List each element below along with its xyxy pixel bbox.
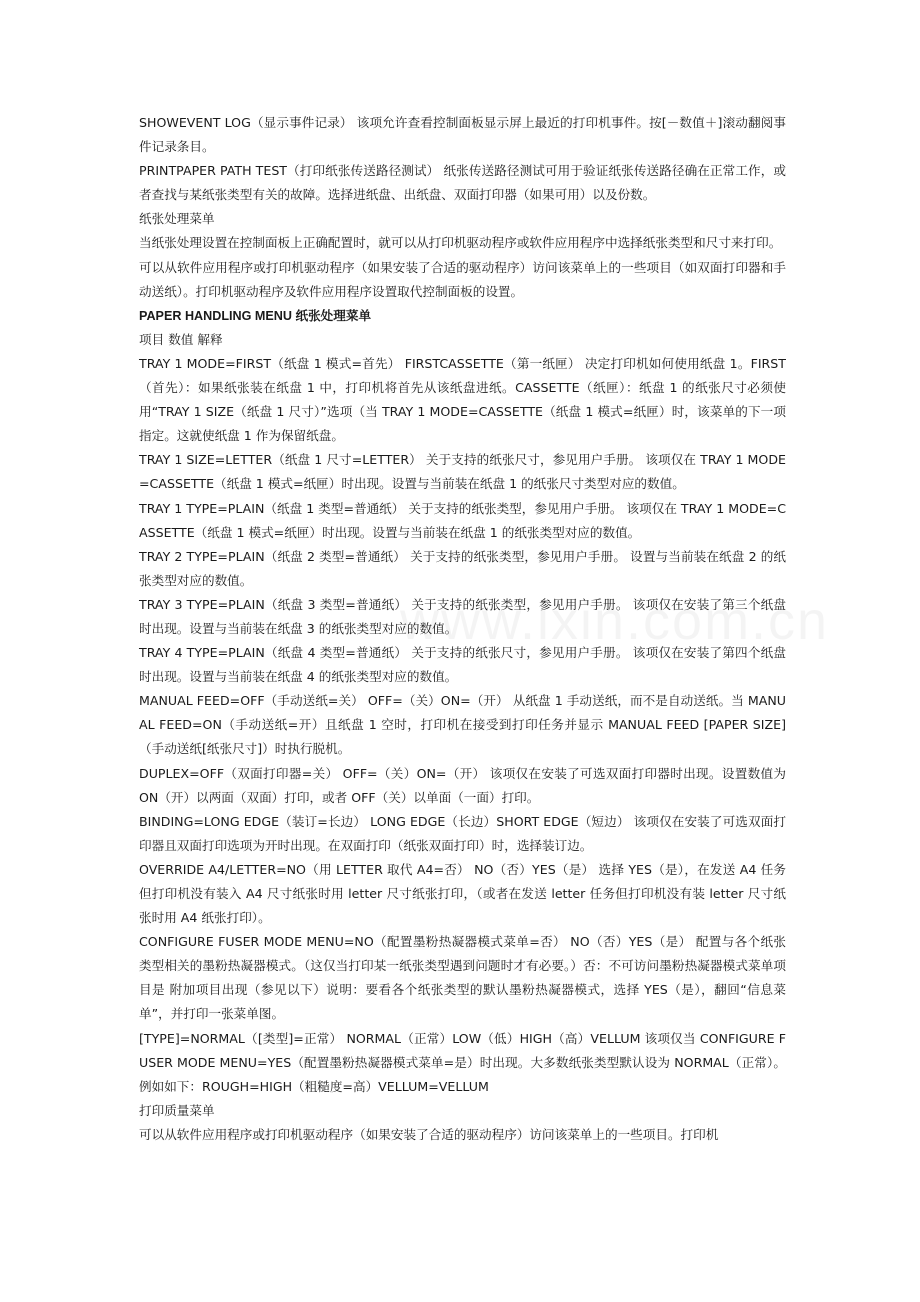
section-title-paper-handling: 纸张处理菜单	[139, 211, 215, 227]
paragraph-print-quality-access: 可以从软件应用程序或打印机驱动程序（如果安装了合适的驱动程序）访问该菜单上的一些项目。打印机	[139, 1126, 719, 1142]
table-header-line: 项目 数值 解释	[139, 331, 223, 347]
item-configure-fuser-mode: CONFIGURE FUSER MODE MENU=NO（配置墨粉热凝器模式菜单=否） NO（否）YES（是） 配置与各个纸张类型相关的墨粉热凝器模式。（这仅当打印某一纸张类型遇到问题时才有必要。）否：不可访问墨粉热凝器模式菜单项目是 附加项目出现（参见以下）说明：要看各个纸张类型的默认墨粉热凝器模式，选择 YES（是），翻回“信息菜单”，并打印一张菜单图。	[139, 934, 786, 1022]
item-duplex: DUPLEX=OFF（双面打印器=关） OFF=（关）ON=（开） 该项仅在安装了可选双面打印器时出现。设置数值为 ON（开）以两面（双面）打印，或者 OFF（关）以单面（一面）打印。	[139, 765, 786, 805]
paragraph-print-paper-path-test: PRINTPAPER PATH TEST（打印纸张传送路径测试） 纸张传送路径测试可用于验证纸张传送路径确在正常工作，或者查找与某纸张类型有关的故障。选择进纸盘、出纸盘、双面打印器（如果可用）以及份数。	[139, 163, 786, 203]
item-override-a4-letter: OVERRIDE A4/LETTER=NO（用 LETTER 取代 A4=否） NO（否）YES（是） 选择 YES（是），在发送 A4 任务但打印机没有装入 A4 尺寸纸张时用 letter 尺寸纸张打印，（或者在发送 letter 任务但打印机没有装 letter 尺寸纸张时用 A4 纸张打印）。	[139, 861, 786, 926]
item-tray1-mode: TRAY 1 MODE=FIRST（纸盘 1 模式=首先） FIRSTCASSETTE（第一纸匣） 决定打印机如何使用纸盘 1。FIRST（首先）：如果纸张装在纸盘 1 中，打印机将首先从该纸盘进纸。CASSETTE（纸匣）：纸盘 1 的纸张尺寸必须使用“TRAY 1 SIZE（纸盘 1 尺寸）”选项（当 TRAY 1 MODE=CASSETTE（纸盘 1 模式=纸匣）时，该菜单的下一项指定。这就使纸盘 1 作为保留纸盘。	[139, 355, 786, 444]
item-manual-feed: MANUAL FEED=OFF（手动送纸=关） OFF=（关）ON=（开） 从纸盘 1 手动送纸，而不是自动送纸。当 MANUAL FEED=ON（手动送纸=开）且纸盘 1 空时，打印机在接受到打印任务并显示 MANUAL FEED [PAPER SIZE]（手动送纸[纸张尺寸]）时执行脱机。	[139, 693, 786, 757]
item-tray4-type: TRAY 4 TYPE=PLAIN（纸盘 4 类型=普通纸） 关于支持的纸张尺寸，参见用户手册。 该项仅在安装了第四个纸盘时出现。设置与当前装在纸盘 4 的纸张类型对应的数值。	[139, 645, 786, 685]
paragraph-paper-handling-intro: 当纸张处理设置在控制面板上正确配置时，就可以从打印机驱动程序或软件应用程序中选择纸张类型和尺寸来打印。	[139, 235, 782, 251]
item-binding: BINDING=LONG EDGE（装订=长边） LONG EDGE（长边）SHORT EDGE（短边） 该项仅在安装了可选双面打印器且双面打印选项为开时出现。在双面打印（纸张双面打印）时，选择装订边。	[139, 813, 786, 853]
paragraph-showevent-log: SHOWEVENT LOG（显示事件记录） 该项允许查看控制面板显示屏上最近的打印机事件。按[－数值＋]滚动翻阅事件记录条目。	[139, 115, 786, 155]
paragraph-paper-handling-access: 可以从软件应用程序或打印机驱动程序（如果安装了合适的驱动程序）访问该菜单上的一些项目（如双面打印器和手动送纸）。打印机驱动程序及软件应用程序设置取代控制面板的设置。	[139, 259, 786, 299]
item-type-normal: [TYPE]=NORMAL（[类型]=正常） NORMAL（正常）LOW（低）HIGH（高）VELLUM 该项仅当 CONFIGURE FUSER MODE MENU=YES（配置墨粉热凝器模式菜单=是）时出现。大多数纸张类型默认设为 NORMAL（正常）。例如如下：ROUGH=HIGH（粗糙度=高）VELLUM=VELLUM	[139, 1030, 786, 1094]
item-tray2-type: TRAY 2 TYPE=PLAIN（纸盘 2 类型=普通纸） 关于支持的纸张类型，参见用户手册。 设置与当前装在纸盘 2 的纸张类型对应的数值。	[139, 548, 786, 588]
item-tray1-size: TRAY 1 SIZE=LETTER（纸盘 1 尺寸=LETTER） 关于支持的纸张尺寸，参见用户手册。 该项仅在 TRAY 1 MODE=CASSETTE（纸盘 1 模式=纸匣）时出现。设置与当前装在纸盘 1 的纸张尺寸类型对应的数值。	[139, 452, 786, 492]
heading-paper-handling-menu: PAPER HANDLING MENU 纸张处理菜单	[139, 308, 372, 323]
item-tray3-type: TRAY 3 TYPE=PLAIN（纸盘 3 类型=普通纸） 关于支持的纸张类型，参见用户手册。 该项仅在安装了第三个纸盘时出现。设置与当前装在纸盘 3 的纸张类型对应的数值。	[139, 596, 786, 636]
document-body	[139, 111, 786, 1147]
item-tray1-type: TRAY 1 TYPE=PLAIN（纸盘 1 类型=普通纸） 关于支持的纸张类型，参见用户手册。 该项仅在 TRAY 1 MODE=CASSETTE（纸盘 1 模式=纸匣）时出现。设置与当前装在纸盘 1 的纸张类型对应的数值。	[139, 500, 786, 540]
section-title-print-quality: 打印质量菜单	[139, 1102, 215, 1118]
